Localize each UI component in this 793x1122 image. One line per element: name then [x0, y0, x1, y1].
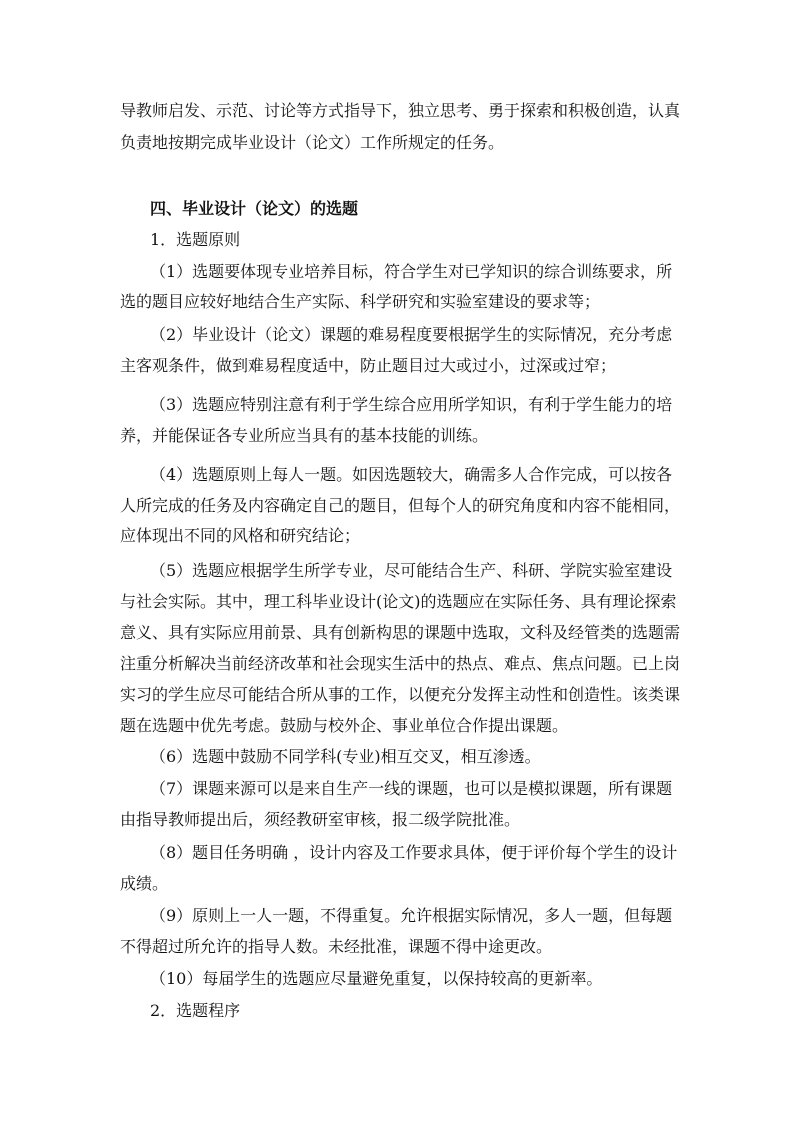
p2-line-2: 主客观条件，做到难易程度适中，防止题目过大或过小，过深或过窄；	[120, 356, 617, 375]
p6-line-1: （6）选题中鼓励不同学科(专业)相互交叉，相互渗透。	[150, 747, 541, 766]
p8-line-1: （8）题目任务明确 ，设计内容及工作要求具体，便于评价每个学生的设计	[150, 843, 678, 862]
p4-line-1: （4）选题原则上每人一题。如因选题较大，确需多人合作完成，可以按各	[150, 465, 673, 484]
subsection-title-2: 2．选题程序	[150, 1001, 241, 1020]
p3-line-2: 养，并能保证各专业所应当具有的基本技能的训练。	[120, 426, 489, 445]
p1-line-2: 选的题目应较好地结合生产实际、科学研究和实验室建设的要求等；	[120, 292, 601, 311]
p5-line-2: 与社会实际。其中，理工科毕业设计(论文)的选题应在实际任务、具有理论探索	[120, 592, 677, 611]
p9-line-2: 不得超过所允许的指导人数。未经批准，课题不得中途更改。	[120, 937, 553, 956]
section-title: 四、毕业设计（论文）的选题	[150, 199, 359, 218]
p5-line-1: （5）选题应根据学生所学专业，尽可能结合生产、科研、学院实验室建设	[150, 561, 673, 580]
subsection-title-1: 1．选题原则	[150, 230, 241, 249]
intro-line-2: 负责地按期完成毕业设计（论文）工作所规定的任务。	[120, 133, 505, 152]
p7-line-2: 由指导教师提出后，须经教研室审核，报二级学院批准。	[120, 810, 521, 829]
p5-line-3: 意义、具有实际应用前景、具有创新构思的课题中选取，文科及经管类的选题需	[120, 623, 681, 642]
p4-line-3: 应体现出不同的风格和研究结论；	[120, 526, 361, 545]
intro-line-1: 导教师启发、示范、讨论等方式指导下，独立思考、勇于探索和积极创造，认真	[120, 101, 681, 120]
p1-line-1: （1）选题要体现专业培养目标，符合学生对已学知识的综合训练要求，所	[150, 262, 673, 281]
p5-line-4: 注重分析解决当前经济改革和社会现实生活中的热点、难点、焦点问题。已上岗	[120, 654, 681, 673]
p7-line-1: （7）课题来源可以是来自生产一线的课题，也可以是模拟课题，所有课题	[150, 779, 673, 798]
p2-line-1: （2）毕业设计（论文）课题的难易程度要根据学生的实际情况，充分考虑	[150, 325, 673, 344]
p3-line-1: （3）选题应特别注意有利于学生综合应用所学知识，有利于学生能力的培	[150, 395, 673, 414]
p5-line-6: 题在选题中优先考虑。鼓励与校外企、事业单位合作提出课题。	[120, 716, 569, 735]
p8-line-2: 成绩。	[120, 874, 169, 893]
p4-line-2: 人所完成的任务及内容确定自己的题目，但每个人的研究角度和内容不能相同，	[120, 496, 681, 515]
p9-line-1: （9）原则上一人一题，不得重复。允许根据实际情况，多人一题，但每题	[150, 906, 673, 925]
p10-line-1: （10）每届学生的选题应尽量避免重复，以保持较高的更新率。	[150, 969, 603, 988]
p5-line-5: 实习的学生应尽可能结合所从事的工作，以便充分发挥主动性和创造性。该类课	[120, 685, 681, 704]
